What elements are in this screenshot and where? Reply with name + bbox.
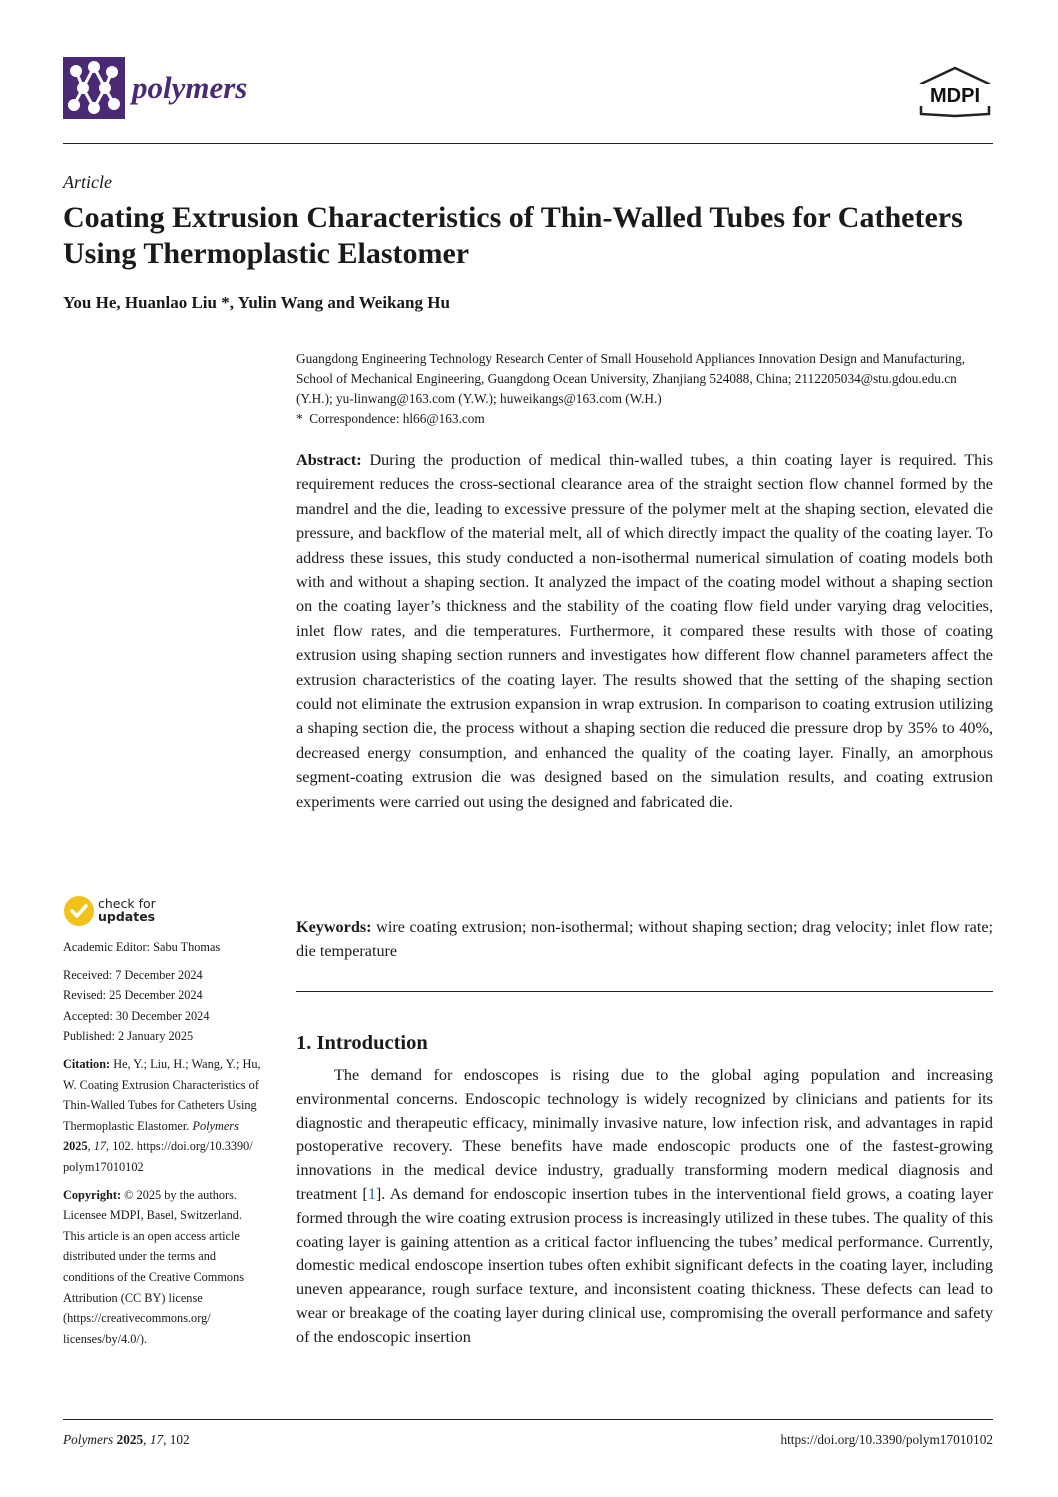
- published-date: Published: 2 January 2025: [63, 1029, 194, 1044]
- received-date: Received: 7 December 2024: [63, 967, 203, 982]
- keywords-label: Keywords:: [296, 918, 372, 936]
- abstract-label: Abstract:: [296, 451, 362, 469]
- introduction-paragraph: [296, 1064, 993, 1350]
- citation-journal: Polymers: [192, 1118, 239, 1133]
- article-type: Article: [63, 172, 112, 192]
- accepted-date: Accepted: 30 December 2024: [63, 1008, 210, 1023]
- affiliation-text: Guangdong Engineering Technology Research Center of Small Household Appliances Innovation Design and Manufacturing, School of Mechanical Engineering, Guangdong Ocean University, Zhanjiang 524088, China; 2112205034@stu.gdou.edu.cn (Y.H.); yu-linwang@163.com (Y.W.); huweikangs@163.com (W.H.): [296, 351, 966, 406]
- copyright-label: Copyright:: [63, 1187, 122, 1202]
- copyright-text: © 2025 by the authors. Licensee MDPI, Basel, Switzerland. This article is an open access article distributed under the terms and conditions of the Creative Commons Attribution (CC BY) license (https://creativecommons.org/ licenses/by/4.0/).: [63, 1187, 245, 1346]
- mdpi-logo-text: MDPI: [930, 85, 980, 107]
- citation-text: He, Y.; Liu, H.; Wang, Y.; Hu, W. Coating Extrusion Characteristics of Thin-Walled Tubes for Catheters Using Thermoplastic Elastomer.: [63, 1056, 261, 1133]
- academic-editor: Academic Editor: Sabu Thomas: [63, 940, 221, 954]
- footer-page: , 102: [163, 1432, 190, 1447]
- footer-doi-link[interactable]: https://doi.org/10.3390/polym17010102: [780, 1432, 993, 1447]
- footer-divider: [63, 1419, 993, 1420]
- header-divider: [63, 143, 993, 144]
- copyright: [63, 1185, 263, 1350]
- footer-journal: Polymers: [63, 1432, 114, 1447]
- abstract: [296, 448, 993, 814]
- affiliations: [296, 349, 996, 429]
- section-heading-introduction: 1. Introduction: [296, 1032, 428, 1054]
- footer-volume: 17: [149, 1432, 164, 1447]
- abstract-text: During the production of medical thin-walled tubes, a thin coating layer is required. This requirement reduces the cross-sectional clearance area of the straight section flow channel formed by the mandrel and the die, leading to excessive pressure of the polymer melt at the shaping section, elevated die pressure, and backflow of the material melt, all of which directly impact the quality of the coating layer. To address these issues, this study conducted a non-isothermal numerical simulation of coating models both with and without a shaping section. It analyzed the impact of the coating model without a shaping section on the coating layer’s thickness and the stability of the coating flow field under varying drag velocities, inlet flow rates, and die temperatures. Furthermore, it compared these results with those of coating extrusion using shaping section runners and investigates how different flow channel parameters affect the extrusion characteristics of the coating layer. The results showed that the setting of the shaping section could not eliminate the extrusion expansion in wrap extrusion. In comparison to coating extrusion utilizing a shaping section die, the process without a shaping section die reduced die pressure drop by 35% to 40%, decreased energy consumption, and enhanced the quality of the coating layer. Finally, an amorphous segment-coating extrusion die was designed based on the simulation results, and coating extrusion experiments were carried out using the designed and fabricated die.: [296, 451, 994, 811]
- citation-label: Citation:: [63, 1056, 111, 1071]
- intro-text-part2: ]. As demand for endoscopic insertion tubes in the interventional field grows, a coating layer formed through the wire coating extrusion process is increasingly utilized in these tubes. The quality of this coating layer is gaining attention as a critical factor influencing the tubes’ medical performance. Currently, domestic medical endoscope insertion tubes often exhibit significant defects in the coating layer, including uneven appearance, rough surface texture, and inconsistent coating thickness. These defects can lead to wear or breakage of the coating layer during clinical use, compromising the overall performance and safety of the endoscopic insertion: [296, 1184, 994, 1346]
- article-title: Coating Extrusion Characteristics of Thin-Walled Tubes for Catheters Using Thermoplastic Elastomer: [63, 201, 963, 270]
- section-divider: [296, 991, 993, 992]
- footer-year: 2025: [116, 1432, 144, 1447]
- revised-date: Revised: 25 December 2024: [63, 988, 203, 1003]
- journal-name: polymers: [132, 70, 248, 105]
- citation: Citation: He, Y.; Liu, H.; Wang, Y.; Hu, W. Coating Extrusion Characteristics of Thin-Walled Tubes for Catheters Using Thermoplastic Elastomer. Polymers 2025, 17, 102. https://doi.org/10.3390/ polym17010102: [63, 1056, 261, 1174]
- keywords: [296, 915, 993, 964]
- footer-citation: Polymers 2025, 17, 102: [63, 1432, 190, 1447]
- citation-doi[interactable]: , 102. https://doi.org/10.3390/ polym17010102: [63, 1139, 253, 1174]
- check-for-updates-icon: [63, 895, 95, 927]
- correspondence: * Correspondence: hl66@163.com: [296, 411, 485, 426]
- intro-text-part1: The demand for endoscopes is rising due to the global aging population and increasing environmental concerns. Endoscopic technology is widely recognized by clinicians and patients for its diagnostic and therapeutic efficacy, minimally invasive nature, low infection risk, and advantages in rapid postoperative recovery. These benefits have made endoscopic products one of the fastest-growing innovations in the medical device industry, gradually transforming modern medical diagnosis and treatment [: [296, 1066, 993, 1203]
- citation-volume: 17: [93, 1139, 107, 1154]
- mdpi-logo-icon: [917, 66, 993, 118]
- check-for-label: check for: [98, 896, 156, 911]
- reference-link[interactable]: 1: [367, 1184, 376, 1203]
- citation-year: 2025: [63, 1139, 88, 1154]
- updates-label: updates: [98, 909, 156, 924]
- journal-logo-icon: [63, 57, 125, 119]
- keywords-text: wire coating extrusion; non-isothermal; without shaping section; drag velocity; inlet flow rate; die temperature: [296, 918, 994, 961]
- article-info-sidebar: [63, 937, 263, 1349]
- author-list: You He, Huanlao Liu *, Yulin Wang and Weikang Hu: [63, 293, 450, 312]
